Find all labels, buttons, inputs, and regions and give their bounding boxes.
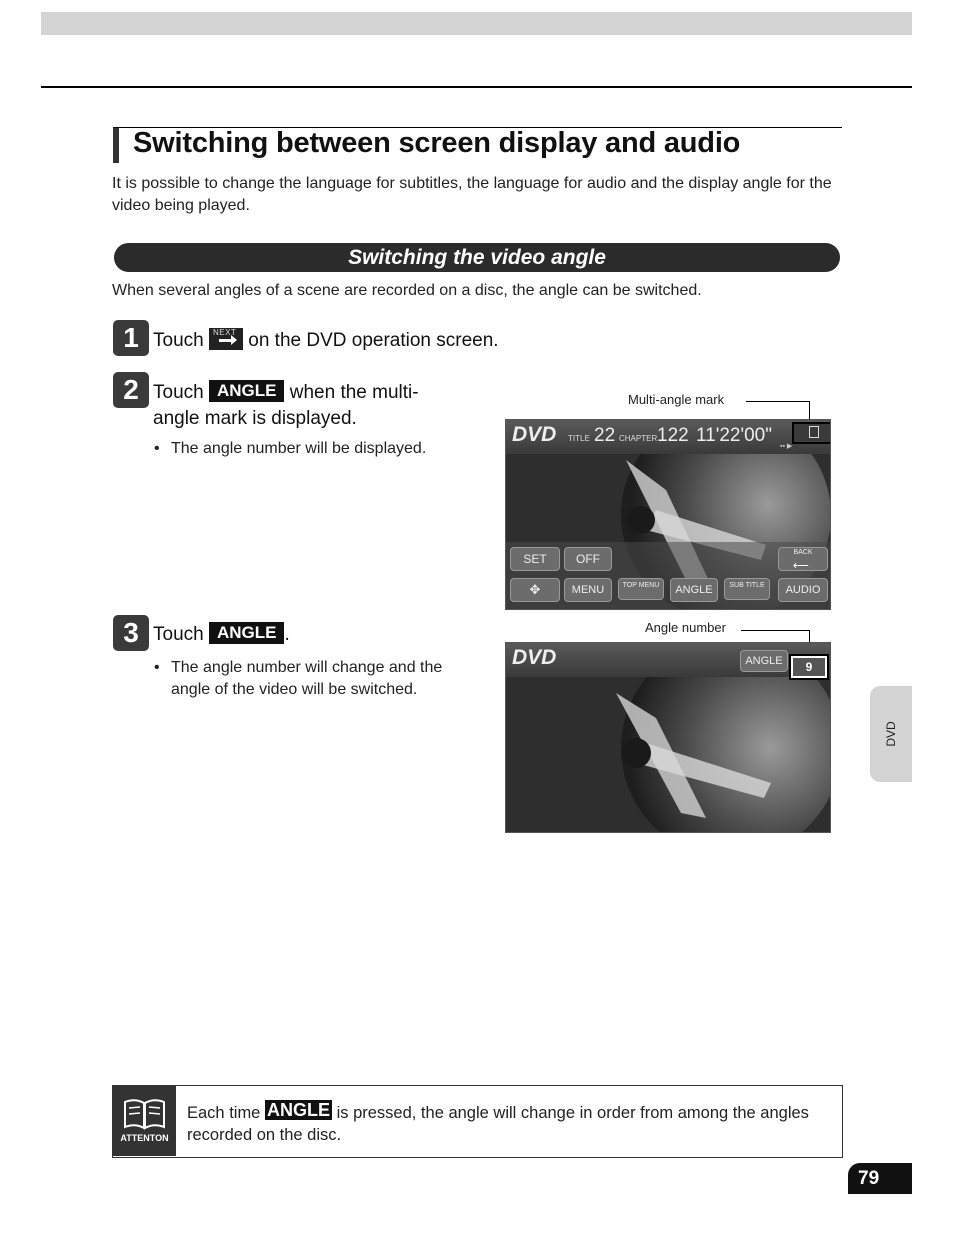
step-3-touch: Touch xyxy=(153,624,204,645)
title-value: 22 xyxy=(594,425,616,446)
angle-key[interactable]: ANGLE xyxy=(209,622,285,644)
top-menu-button[interactable]: TOP MENU xyxy=(618,578,664,600)
angle-screen xyxy=(505,642,831,833)
angle-number-label: Angle number xyxy=(645,620,726,635)
dvd-logo: DVD xyxy=(512,423,557,446)
play-indicator: ▪▪ ▶ xyxy=(780,443,793,450)
step-2-text-line2: angle mark is displayed. xyxy=(153,408,357,429)
step-2-text xyxy=(153,380,419,404)
next-icon-label: NEXT xyxy=(212,328,237,337)
page-number: 79 xyxy=(848,1163,912,1194)
side-tab-text: DVD xyxy=(884,721,898,747)
attention-icon xyxy=(113,1086,176,1156)
step-3-bullet: • The angle number will change and the angle of the video will be switched. xyxy=(154,657,484,701)
header-bar xyxy=(41,12,912,35)
multi-angle-mark xyxy=(792,422,831,444)
dvd-operation-screen xyxy=(505,419,831,610)
note-text-before: Each time xyxy=(187,1104,261,1122)
angle-number-value: 9 xyxy=(793,658,825,676)
step-3-bullet-line2: angle of the video will be switched. xyxy=(171,681,418,698)
angle-button[interactable]: ANGLE xyxy=(670,578,718,602)
step-3-number: 3 xyxy=(113,615,149,651)
back-label: BACK xyxy=(793,549,813,556)
section-intro: When several angles of a scene are recorded on a disc, the angle can be switched. xyxy=(112,282,702,299)
callout-line xyxy=(741,630,810,631)
step-1-number: 1 xyxy=(113,320,149,356)
elapsed-time: 11'22'00" xyxy=(696,425,772,446)
audio-button[interactable]: AUDIO xyxy=(778,578,828,602)
note-text xyxy=(187,1100,827,1146)
off-button[interactable]: OFF xyxy=(564,547,612,571)
step-2-number: 2 xyxy=(113,372,149,408)
step-3-bullet-line1: The angle number will change and the xyxy=(171,659,443,676)
step-2-bullet-text: The angle number will be displayed. xyxy=(171,440,427,457)
title-marker xyxy=(113,128,119,163)
step-3-suffix: . xyxy=(284,624,290,645)
back-button[interactable] xyxy=(778,547,828,571)
chapter-value: 122 xyxy=(657,425,689,446)
direction-pad-icon[interactable]: ✥ xyxy=(510,578,560,602)
angle-button[interactable]: ANGLE xyxy=(740,650,788,672)
intro-paragraph: It is possible to change the language for subtitles, the language for audio and the display angle for the video being played. xyxy=(112,175,832,214)
angle-key[interactable]: ANGLE xyxy=(209,380,285,402)
chapter-label: CHAPTER xyxy=(619,434,658,443)
multi-angle-mark-label: Multi-angle mark xyxy=(628,392,725,407)
step-2-suffix: when the multi- xyxy=(289,382,419,403)
dvd-logo: DVD xyxy=(512,646,557,669)
step-1-text xyxy=(153,328,499,352)
step-2-touch: Touch xyxy=(153,382,204,403)
page-title: Switching between screen display and audio xyxy=(133,127,741,159)
subtitle-button[interactable]: SUB TITLE xyxy=(724,578,770,600)
attention-label: ATTENTON xyxy=(120,1133,169,1143)
angle-key[interactable]: ANGLE xyxy=(266,1100,330,1120)
step-3-text xyxy=(153,622,290,646)
next-icon[interactable] xyxy=(209,328,243,350)
angle-number-box xyxy=(789,654,829,680)
step-1-suffix: on the DVD operation screen. xyxy=(248,330,499,351)
side-tab-label xyxy=(870,686,912,782)
step-2-bullet: • The angle number will be displayed. xyxy=(154,438,484,460)
section-title: Switching the video angle xyxy=(348,246,606,269)
header-rule xyxy=(41,86,912,88)
title-label: TITLE xyxy=(568,434,590,443)
set-button[interactable]: SET xyxy=(510,547,560,571)
step-1-touch: Touch xyxy=(153,330,204,351)
back-arrow-icon: ⟵ xyxy=(793,560,809,572)
callout-line xyxy=(746,401,810,402)
camera-icon xyxy=(809,426,819,438)
menu-button[interactable]: MENU xyxy=(564,578,612,602)
note-text-after: is pressed, the angle will change in order from among the angles recorded on the disc. xyxy=(187,1104,809,1144)
callout-line xyxy=(809,401,810,421)
